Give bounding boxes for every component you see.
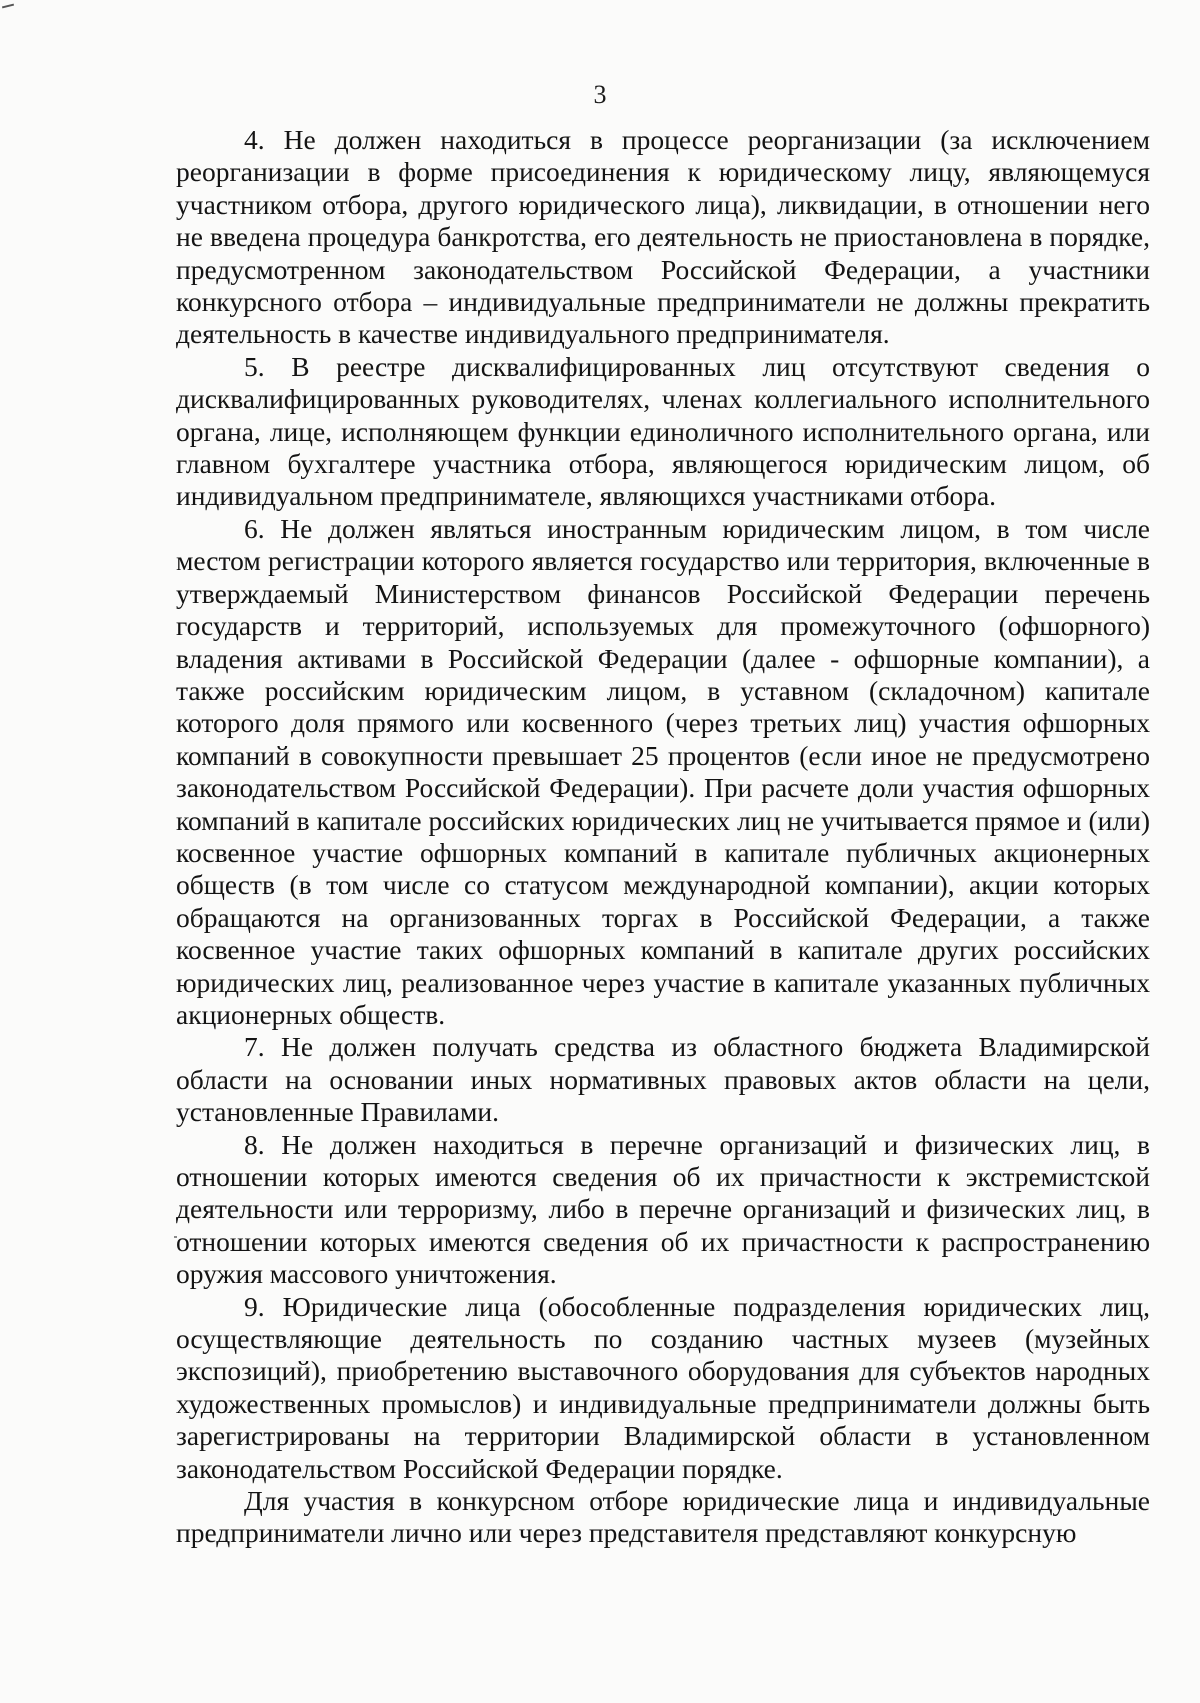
paragraph-participation: Для участия в конкурсном отборе юридические лица и индивидуальные предприниматели лично или через представителя представляют конкурсную [176,1485,1150,1549]
paragraph-item-4: 4. Не должен находиться в процессе реорганизации (за исключением реорганизации в форме присоединения к юридическому лицу, являющемуся участником отбора, другого юридического лица), ликвидации, в отношении него не введена процедура банкротства, его деятельность не приостановлена в порядке, предусмотренном законодательством Российской Федерации, а участники конкурсного отбора – индивидуальные предприниматели не должны прекратить деятельность в качестве индивидуального предпринимателя. [176,124,1150,350]
paragraph-item-8: 8. Не должен находиться в перечне организаций и физических лиц, в отношении которых имеются сведения об их причастности к экстремистской деятельности или терроризму, либо в перечне организаций и физических лиц, в отношении которых имеются сведения об их причастности к распространению оружия массового уничтожения. [176,1128,1150,1290]
scan-artifact-mark [2,4,14,9]
page-number: 3 [593,80,607,109]
paragraph-item-7: 7. Не должен получать средства из областного бюджета Владимирской области на основании иных нормативных правовых актов области на цели, установленные Правилами. [176,1031,1150,1128]
paragraph-item-6: 6. Не должен являться иностранным юридическим лицом, в том числе местом регистрации которого является государство или территория, включенные в утверждаемый Министерством финансов Российской Федерации перечень государств и территорий, используемых для промежуточного (офшорного) владения активами в Российской Федерации (далее - офшорные компании), а также российским юридическим лицом, в уставном (складочном) капитале которого доля прямого или косвенного (через третьих лиц) участия офшорных компаний в совокупности превышает 25 процентов (если иное не предусмотрено законодательством Российской Федерации). При расчете доли участия офшорных компаний в капитале российских юридических лиц не учитывается прямое и (или) косвенное участие офшорных компаний в капитале публичных акционерных обществ (в том числе со статусом международной компании), акции которых обращаются на организованных торгах в Российской Федерации, а также косвенное участие таких офшорных компаний в капитале других российских юридических лиц, реализованное через участие в капитале указанных публичных акционерных обществ. [176,512,1150,1030]
paragraph-item-5: 5. В реестре дисквалифицированных лиц отсутствуют сведения о дисквалифицированных руководителях, членах коллегиального исполнительного органа, лице, исполняющем функции единоличного исполнительного органа, или главном бухгалтере участника отбора, являющегося юридическим лицом, об индивидуальном предпринимателе, являющихся участниками отбора. [176,350,1150,512]
paragraph-item-9: 9. Юридические лица (обособленные подразделения юридических лиц, осуществляющие деятельность по созданию частных музеев (музейных экспозиций), приобретению выставочного оборудования для субъектов народных художественных промыслов) и индивидуальные предприниматели должны быть зарегистрированы на территории Владимирской области в установленном законодательством Российской Федерации порядке. [176,1290,1150,1484]
document-body [176,124,1150,1550]
